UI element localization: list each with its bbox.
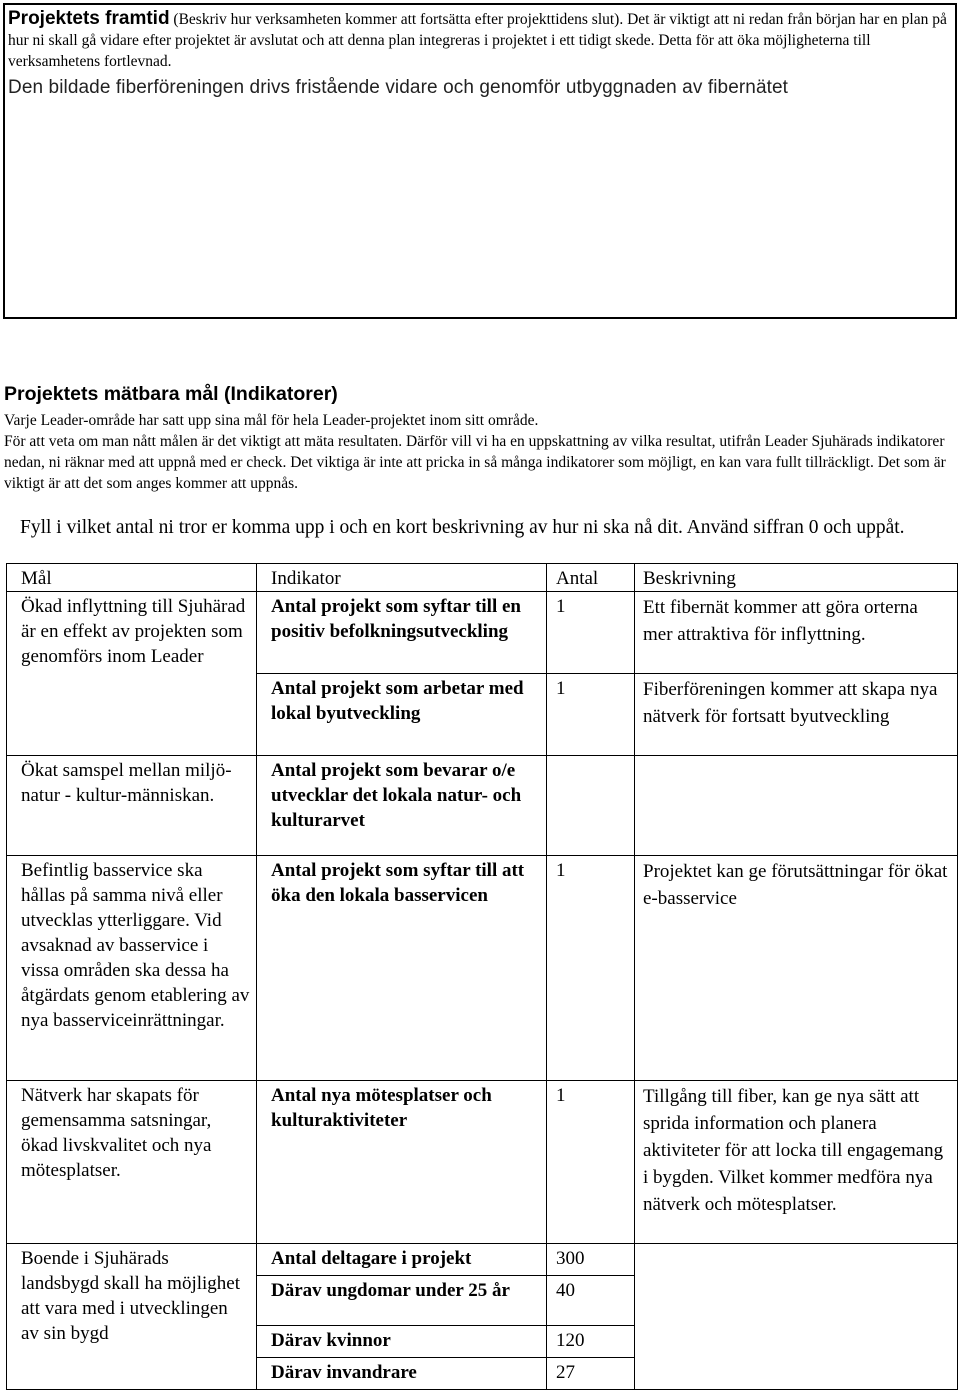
indicator-cell: Antal nya mötesplatser och kulturaktiviteter (257, 1081, 547, 1244)
indicator-cell: Antal deltagare i projekt (257, 1244, 547, 1276)
future-answer[interactable]: Den bildade fiberföreningen drivs fristående vidare och genomför utbyggnaden av fibernätet (8, 77, 789, 98)
count-cell[interactable]: 1 (547, 1081, 635, 1244)
goal-cell (7, 592, 257, 756)
goal-cell: Boende i Sjuhärads landsbygd skall ha möjlighet att vara med i utvecklingen av sin bygd (7, 1244, 257, 1390)
indicators-title: Projektets mätbara mål (Indikatorer) (4, 383, 338, 405)
indicators-description (4, 410, 954, 494)
count-cell[interactable]: 1 (547, 856, 635, 1081)
description-cell[interactable]: Fiberföreningen kommer att skapa nya nätverk för fortsatt byutveckling (635, 674, 958, 756)
table-header-row (7, 564, 958, 592)
goal-text: Ökad inflyttning till Sjuhärad är en effekt av projekten som genomförs inom Leader (21, 596, 246, 667)
count-cell[interactable]: 1 (547, 592, 635, 674)
count-cell[interactable]: 300 (547, 1244, 635, 1276)
indicator-cell: Antal projekt som syftar till att öka den lokala basservicen (257, 856, 547, 1081)
future-heading-block (8, 8, 953, 72)
description-cell[interactable]: Projektet kan ge förutsättningar för ökat e-basservice (635, 856, 958, 1081)
table-row (7, 1244, 958, 1276)
table-row (7, 592, 958, 674)
header-indicator: Indikator (257, 564, 547, 592)
table-row (7, 856, 958, 1081)
indicator-cell: Antal projekt som bevarar o/e utvecklar det lokala natur- och kulturarvet (257, 756, 547, 856)
indicator-cell: Antal projekt som syftar till en positiv befolkningsutveckling (257, 592, 547, 674)
description-cell[interactable]: Ett fibernät kommer att göra orterna mer attraktiva för inflyttning. (635, 592, 958, 674)
indicators-paragraph-1: Varje Leader-område har satt upp sina mål för hela Leader-projektet inom sitt område. (4, 412, 539, 429)
count-cell[interactable]: 40 (547, 1276, 635, 1326)
goal-cell: Ökat samspel mellan miljö- natur - kultur-människan. (7, 756, 257, 856)
future-instruction: (Beskriv hur verksamheten kommer att fortsätta efter projekttidens slut). Det är viktigt att ni redan från början har en plan på hur ni skall gå vidare efter projektet är avslutat och att denna plan integreras i projektet i ett tidigt skede. Detta för att öka möjligheterna till verksamhetens fortlevnad. (8, 11, 947, 70)
indicators-table (6, 563, 958, 1390)
description-cell[interactable]: Tillgång till fiber, kan ge nya sätt att sprida information och planera aktiviteter för att locka till engagemang i bygden. Vilket kommer medföra nya nätverk och mötesplatser. (635, 1081, 958, 1244)
goal-cell: Nätverk har skapats för gemensamma satsningar, ökad livskvalitet och nya mötesplatser. (7, 1081, 257, 1244)
indicator-cell: Därav ungdomar under 25 år (257, 1276, 547, 1326)
fill-instruction: Fyll i vilket antal ni tror er komma upp i och en kort beskrivning av hur ni ska nå dit. Använd siffran 0 och uppåt. (20, 517, 905, 538)
header-goal: Mål (7, 564, 257, 592)
description-cell[interactable] (635, 756, 958, 856)
table-row (7, 756, 958, 856)
count-cell[interactable]: 27 (547, 1358, 635, 1390)
header-description: Beskrivning (635, 564, 958, 592)
description-cell[interactable] (635, 1244, 958, 1390)
indicator-cell: Antal projekt som arbetar med lokal byutveckling (257, 674, 547, 756)
future-heading: Projektets framtid (8, 8, 170, 29)
count-cell[interactable] (547, 756, 635, 856)
indicator-cell: Därav kvinnor (257, 1326, 547, 1358)
table-row (7, 1081, 958, 1244)
indicator-cell: Därav invandrare (257, 1358, 547, 1390)
count-cell[interactable]: 1 (547, 674, 635, 756)
goal-cell: Befintlig basservice ska hållas på samma nivå eller utvecklas ytterliggare. Vid avsaknad av basservice i vissa områden ska dessa ha åtgärdats genom etablering av nya basserviceinrättningar. (7, 856, 257, 1081)
indicators-paragraph-2: För att veta om man nått målen är det viktigt att mäta resultaten. Därför vill vi ha en uppskattning av vilka resultat, utifrån Leader Sjuhärads indikatorer nedan, ni räknar med att uppnå med er check. Det viktiga är inte att pricka in så många indikatorer som möjligt, en kan vara fullt tillräckligt. Det som är viktigt är att det som anges kommer att uppnås. (4, 433, 946, 492)
header-count: Antal (547, 564, 635, 592)
count-cell[interactable]: 120 (547, 1326, 635, 1358)
